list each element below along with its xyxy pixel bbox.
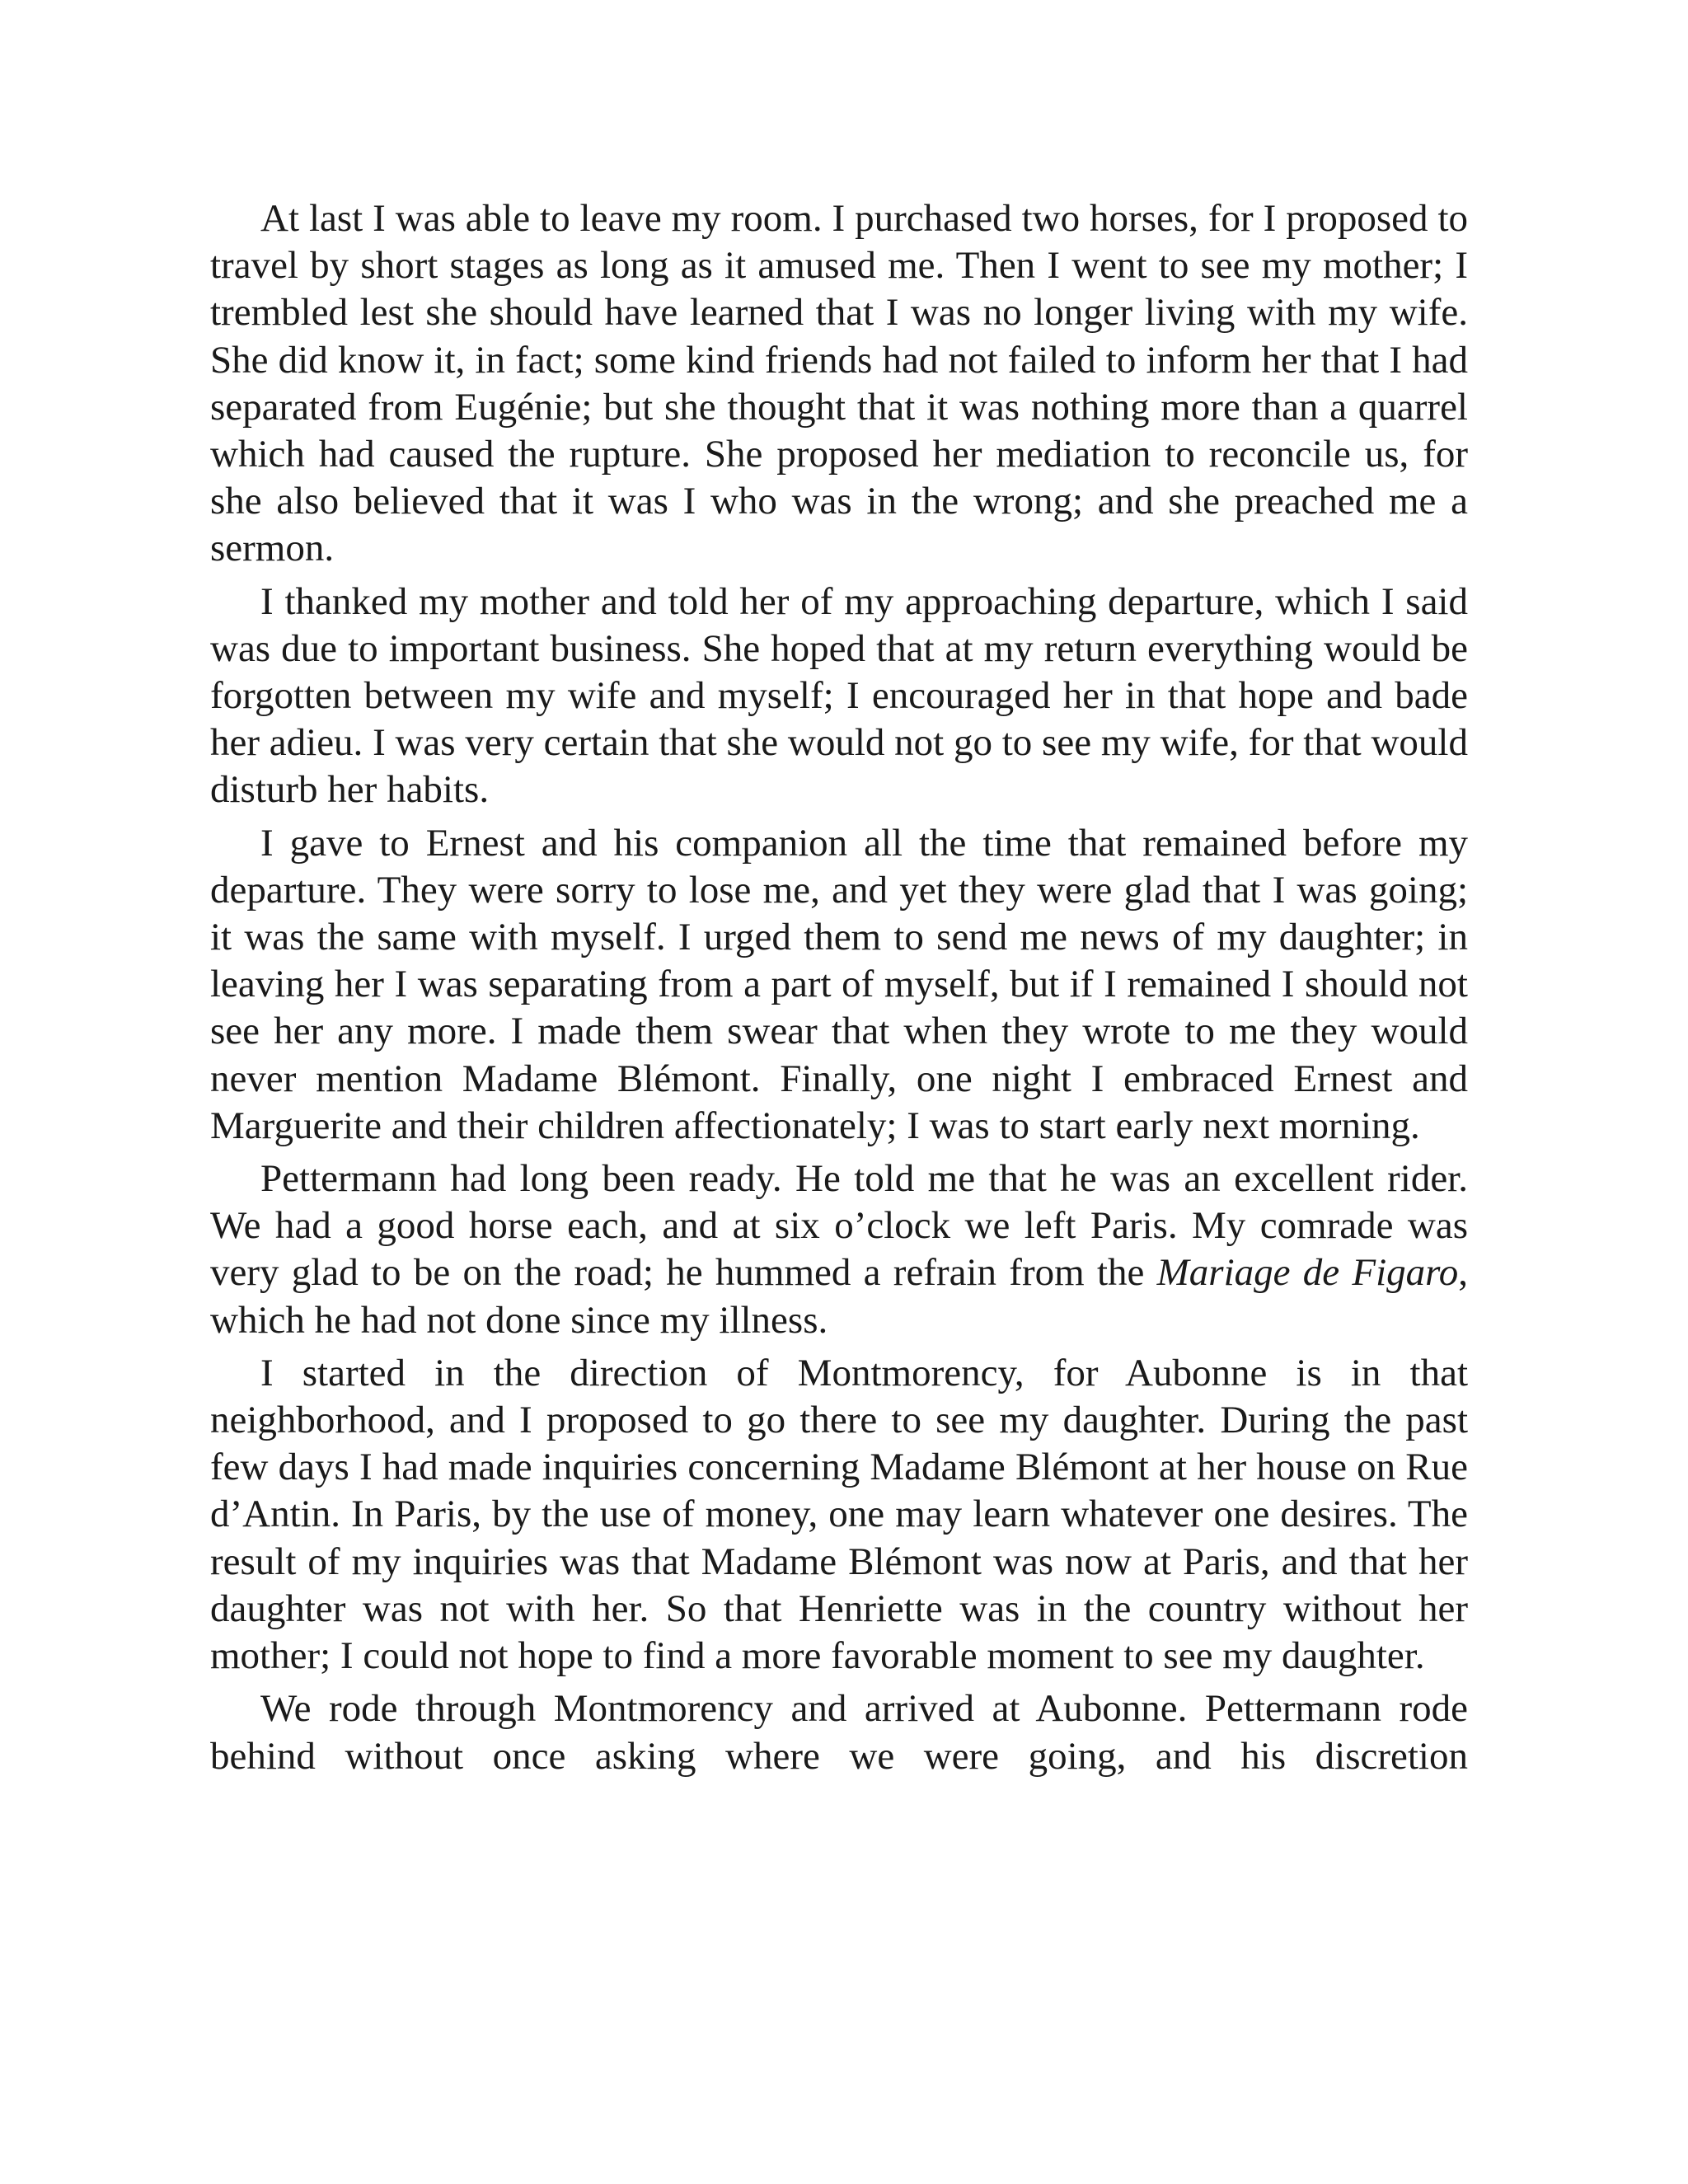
paragraph-1: At last I was able to leave my room. I purchased two horses, for I proposed to travel by short stages as long as it amused me. Then I went to see my mother; I trembled lest she should have learned that I was no longer living with my wife. She did know it, in fact; some kind friends had not failed to inform her that I had separated from Eugénie; but she thought that it was nothing more than a quarrel which had caused the rupture. She proposed her mediation to reconcile us, for she also believed that it was I who was in the wrong; and she preached me a sermon. [210,197,1468,570]
paragraph-4-text-before: Pettermann had long been ready. He told me that he was an excellent rider. We had a good horse each, and at six o’clock we left Paris. My comrade was very glad to be on the road; he hummed a refrain from the [210,1157,1468,1295]
paragraph-2: I thanked my mother and told her of my approaching departure, which I said was due to important business. She hoped that at my return everything would be forgotten between my wife and myself; I encouraged her in that hope and bade her adieu. I was very certain that she would not go to see my wife, for that would disturb her habits. [210,579,1468,812]
paragraph-6: We rode through Montmorency and arrived at Aubonne. Pettermann rode behind without once asking where we were going, and his discretion [210,1687,1468,1778]
body-text [210,195,1468,1786]
paragraph-4-italic-title: Mariage de Figaro [1156,1251,1459,1295]
paragraph-3: I gave to Ernest and his companion all the time that remained before my departure. They were sorry to lose me, and yet they were glad that I was going; it was the same with myself. I urged them to send me news of my daughter; in leaving her I was separating from a part of myself, but if I remained I should not see her any more. I made them swear that when they wrote to me they would never mention Madame Blémont. Finally, one night I embraced Ernest and Marguerite and their children affectionately; I was to start early next morning. [210,821,1468,1147]
paragraph-5: I started in the direction of Montmorency, for Aubonne is in that neighborhood, and I proposed to go there to see my daughter. During the past few days I had made inquiries concerning Madame Blémont at her house on Rue d’Antin. In Paris, by the use of money, one may learn whatever one desires. The result of my inquiries was that Madame Blémont was now at Paris, and that her daughter was not with her. So that Henriette was in the country without her mother; I could not hope to find a more favorable moment to see my daughter. [210,1351,1468,1678]
paragraph-4 [210,1155,1468,1344]
paragraph-4-text-after: , which he had not done since my illness. [210,1251,1468,1342]
